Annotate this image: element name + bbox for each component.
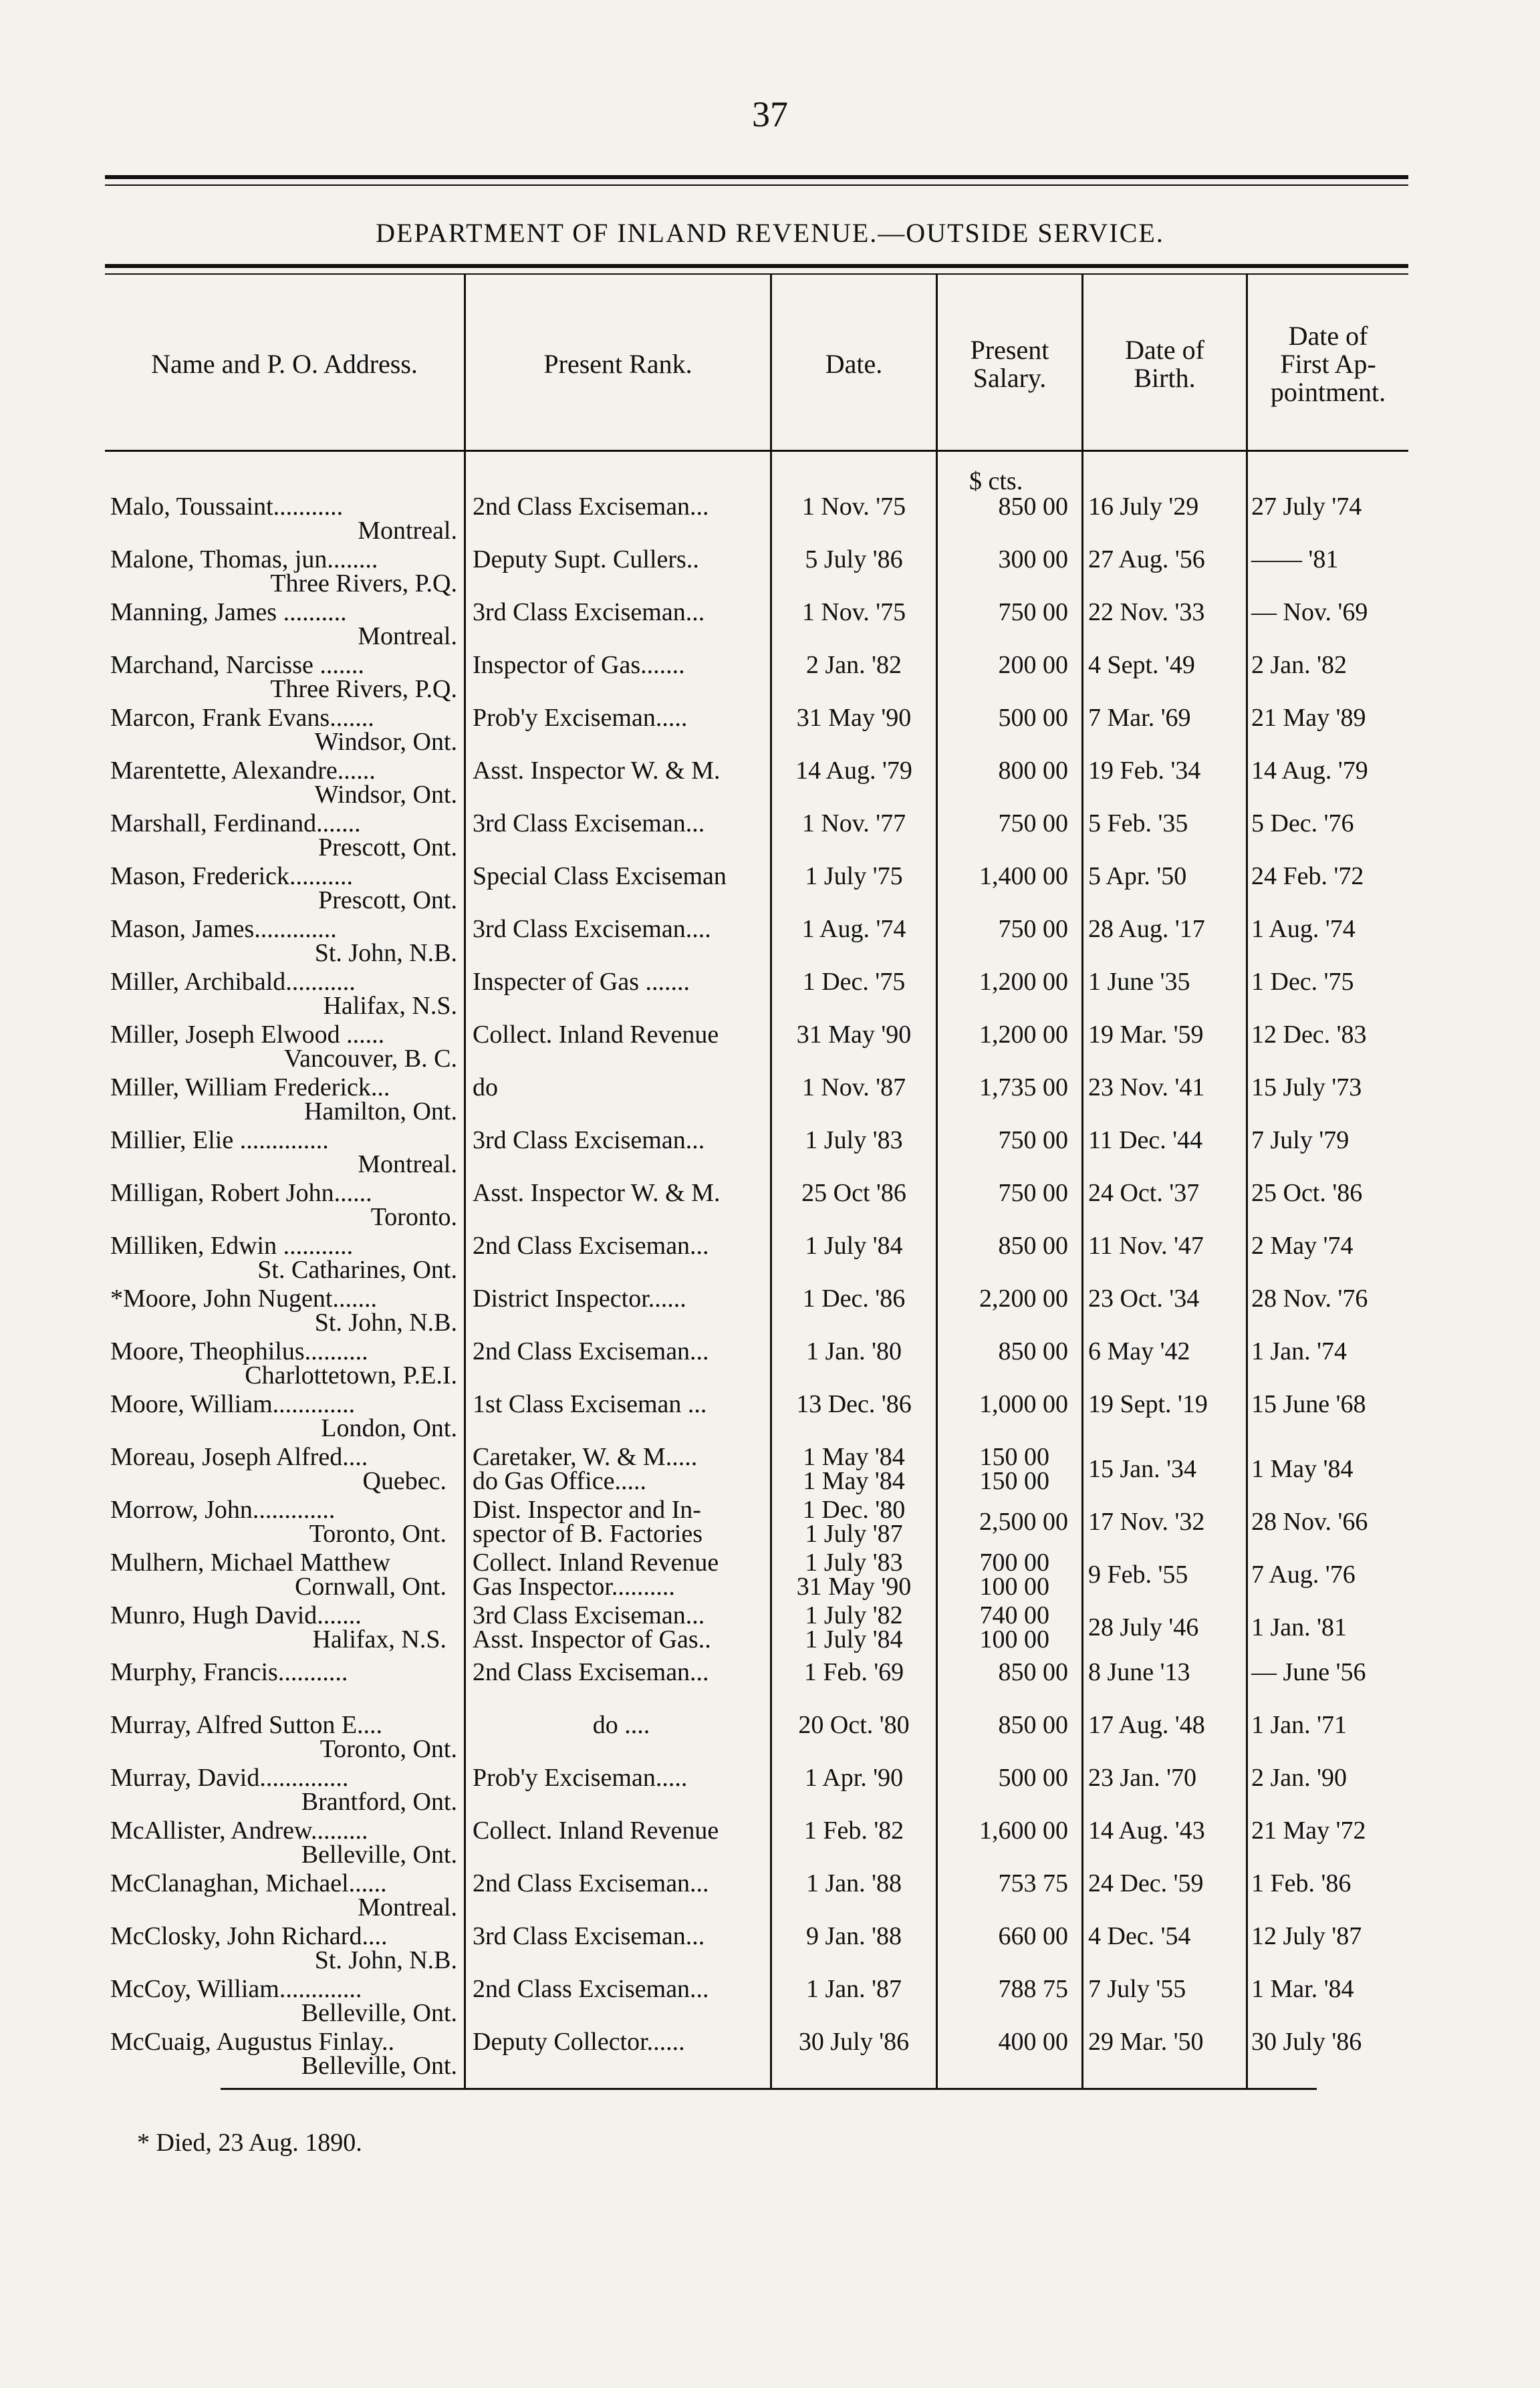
- entry-rank: Collect. Inland Revenue: [473, 1021, 719, 1049]
- entry-address: Belleville, Ont.: [301, 2052, 457, 2080]
- entry-name: Murphy, Francis...........: [110, 1658, 348, 1686]
- entry-rank: 2nd Class Exciseman...: [473, 1975, 709, 2003]
- header-salary: Present Salary.: [970, 335, 1049, 393]
- entry-birth-date: 23 Nov. '41: [1088, 1073, 1205, 1101]
- entry-name: Miller, William Frederick...: [110, 1073, 390, 1101]
- entry-rank: 2nd Class Exciseman...: [473, 1232, 709, 1260]
- entry-birth-date: 6 May '42: [1088, 1337, 1190, 1365]
- entry-first-appointment: — Nov. '69: [1251, 598, 1368, 626]
- entry-first-appointment: 14 Aug. '79: [1251, 757, 1368, 785]
- entry-date: 1 July '87: [805, 1520, 903, 1548]
- entry-date: 31 May '90: [796, 1573, 912, 1601]
- entry-name: Murray, Alfred Sutton E....: [110, 1711, 383, 1739]
- entry-rank: Asst. Inspector W. & M.: [473, 1179, 721, 1207]
- page-number: 37: [752, 94, 788, 134]
- entry-date: 20 Oct. '80: [798, 1711, 910, 1739]
- entry-name: Millier, Elie ..............: [110, 1126, 329, 1154]
- entry-name: McClosky, John Richard....: [110, 1922, 388, 1950]
- entry-first-appointment: 1 Jan. '81: [1251, 1613, 1348, 1641]
- entry-name: Marentette, Alexandre......: [110, 757, 376, 785]
- entry-salary: 2,500 00: [979, 1508, 1068, 1536]
- entry-salary: 150 00: [979, 1467, 1049, 1495]
- entry-address: Belleville, Ont.: [301, 1999, 457, 2027]
- header-first-appointment: Date of First Ap- pointment.: [1270, 321, 1386, 407]
- entry-salary: 850 00: [998, 1658, 1068, 1686]
- entry-name: Milliken, Edwin ...........: [110, 1232, 354, 1260]
- entry-first-appointment: 30 July '86: [1251, 2028, 1362, 2056]
- entry-address: Toronto, Ont.: [319, 1735, 457, 1763]
- entry-salary: 800 00: [998, 757, 1068, 785]
- entry-birth-date: 4 Sept. '49: [1088, 651, 1195, 679]
- entry-first-appointment: 7 July '79: [1251, 1126, 1350, 1154]
- entry-birth-date: 24 Oct. '37: [1088, 1179, 1200, 1207]
- entry-salary: 788 75: [998, 1975, 1068, 2003]
- entry-date: 1 May '84: [803, 1467, 905, 1495]
- entry-rank: 2nd Class Exciseman...: [473, 493, 709, 521]
- entry-salary: 1,600 00: [979, 1817, 1068, 1845]
- entry-first-appointment: 1 Feb. '86: [1251, 1869, 1352, 1897]
- entry-first-appointment: 24 Feb. '72: [1251, 862, 1364, 890]
- entry-name: Manning, James ..........: [110, 598, 347, 626]
- entry-date: 1 July '84: [805, 1625, 903, 1653]
- entry-address: Montreal.: [358, 622, 457, 650]
- entry-address: Vancouver, B. C.: [283, 1045, 457, 1073]
- entry-salary: 850 00: [998, 1337, 1068, 1365]
- entry-date: 1 July '84: [805, 1232, 903, 1260]
- entry-birth-date: 15 Jan. '34: [1088, 1455, 1197, 1483]
- entry-name: Miller, Archibald...........: [110, 968, 356, 996]
- entry-salary: 200 00: [998, 651, 1068, 679]
- entry-birth-date: 24 Dec. '59: [1088, 1869, 1204, 1897]
- entry-first-appointment: 1 Aug. '74: [1251, 915, 1356, 943]
- entry-rank: Deputy Supt. Cullers..: [473, 545, 699, 573]
- header-rank: Present Rank.: [543, 349, 692, 379]
- entry-salary: 1,735 00: [979, 1073, 1068, 1101]
- entry-first-appointment: 1 May '84: [1251, 1455, 1354, 1483]
- entry-address: Windsor, Ont.: [314, 781, 457, 809]
- entry-name: McAllister, Andrew.........: [110, 1817, 368, 1845]
- entry-address: Montreal.: [358, 1893, 457, 1921]
- entry-rank: Inspector of Gas.......: [473, 651, 685, 679]
- entry-first-appointment: 12 Dec. '83: [1251, 1021, 1367, 1049]
- entry-date: 5 July '86: [805, 545, 903, 573]
- entry-birth-date: 11 Nov. '47: [1088, 1232, 1204, 1260]
- entry-address: St. John, N.B.: [314, 1946, 457, 1974]
- entry-date: 1 Jan. '87: [805, 1975, 902, 2003]
- entry-salary: 850 00: [998, 493, 1068, 521]
- entry-birth-date: 1 June '35: [1088, 968, 1190, 996]
- entry-first-appointment: 28 Nov. '76: [1251, 1285, 1368, 1313]
- entry-salary: 100 00: [979, 1573, 1049, 1601]
- entry-birth-date: 27 Aug. '56: [1088, 545, 1205, 573]
- entry-rank: Asst. Inspector of Gas..: [473, 1625, 711, 1653]
- entry-date: 1 Dec. '80: [802, 1496, 906, 1524]
- entry-date: 25 Oct '86: [801, 1179, 906, 1207]
- entry-address: St. Catharines, Ont.: [257, 1256, 457, 1284]
- entry-salary: 2,200 00: [979, 1285, 1068, 1313]
- entry-date: 1 May '84: [803, 1443, 905, 1471]
- entry-salary: 1,200 00: [979, 1021, 1068, 1049]
- entry-address: Three Rivers, P.Q.: [270, 569, 457, 598]
- entry-rank: 3rd Class Exciseman....: [473, 915, 711, 943]
- entry-birth-date: 7 Mar. '69: [1088, 704, 1191, 732]
- entry-rank: Special Class Exciseman: [473, 862, 727, 890]
- entry-salary: 700 00: [979, 1549, 1049, 1577]
- page-title: DEPARTMENT OF INLAND REVENUE.—OUTSIDE SERVICE.: [376, 218, 1164, 248]
- entry-salary: 750 00: [998, 598, 1068, 626]
- entry-date: 9 Jan. '88: [805, 1922, 902, 1950]
- entry-birth-date: 19 Mar. '59: [1088, 1021, 1204, 1049]
- entry-first-appointment: 15 July '73: [1251, 1073, 1362, 1101]
- entry-birth-date: 28 July '46: [1088, 1613, 1199, 1641]
- entry-name: McClanaghan, Michael......: [110, 1869, 387, 1897]
- entry-birth-date: 16 July '29: [1088, 493, 1199, 521]
- entry-birth-date: 17 Nov. '32: [1088, 1508, 1205, 1536]
- entry-birth-date: 14 Aug. '43: [1088, 1817, 1205, 1845]
- entry-date: 1 Feb. '69: [803, 1658, 904, 1686]
- entry-name: Mason, Frederick..........: [110, 862, 354, 890]
- entry-address: Charlottetown, P.E.I.: [245, 1361, 457, 1389]
- entry-first-appointment: — June '56: [1251, 1658, 1366, 1686]
- entry-first-appointment: 2 Jan. '90: [1251, 1764, 1348, 1792]
- entry-name: Marshall, Ferdinand.......: [110, 809, 361, 837]
- entry-rank: do: [473, 1073, 498, 1101]
- entry-name: Moore, Theophilus..........: [110, 1337, 368, 1365]
- entry-rank: District Inspector......: [473, 1285, 686, 1313]
- entry-address: Montreal.: [358, 517, 457, 545]
- entry-name: *Moore, John Nugent.......: [110, 1285, 377, 1313]
- entry-rank: Deputy Collector......: [473, 2028, 685, 2056]
- entry-name: McCoy, William.............: [110, 1975, 362, 2003]
- entry-date: 1 Nov. '77: [801, 809, 906, 837]
- entry-address: Cornwall, Ont.: [295, 1573, 446, 1601]
- entry-birth-date: 4 Dec. '54: [1088, 1922, 1191, 1950]
- entry-date: 1 Dec. '75: [802, 968, 906, 996]
- entry-rank: do Gas Office.....: [473, 1467, 646, 1495]
- entry-rank: Dist. Inspector and In-: [473, 1496, 701, 1524]
- entry-first-appointment: 1 Jan. '74: [1251, 1337, 1348, 1365]
- entry-address: Belleville, Ont.: [301, 1841, 457, 1869]
- table-bottom-rule: [221, 2088, 1317, 2090]
- entry-date: 31 May '90: [796, 1021, 912, 1049]
- entry-address: St. John, N.B.: [314, 1309, 457, 1337]
- entry-address: London, Ont.: [321, 1414, 457, 1442]
- entry-salary: 850 00: [998, 1232, 1068, 1260]
- entry-name: Miller, Joseph Elwood ......: [110, 1021, 385, 1049]
- entry-salary: 850 00: [998, 1711, 1068, 1739]
- entry-salary: 1,000 00: [979, 1390, 1068, 1418]
- entry-rank: Collect. Inland Revenue: [473, 1817, 719, 1845]
- entry-salary: 100 00: [979, 1625, 1049, 1653]
- entry-rank: 3rd Class Exciseman...: [473, 1601, 705, 1629]
- entry-name: Mulhern, Michael Matthew: [110, 1549, 390, 1577]
- entry-name: Munro, Hugh David.......: [110, 1601, 362, 1629]
- entry-salary: 750 00: [998, 1179, 1068, 1207]
- entry-first-appointment: 25 Oct. '86: [1251, 1179, 1363, 1207]
- entry-birth-date: 22 Nov. '33: [1088, 598, 1205, 626]
- entry-date: 13 Dec. '86: [796, 1390, 912, 1418]
- entry-address: Quebec.: [362, 1467, 446, 1495]
- entry-first-appointment: 2 Jan. '82: [1251, 651, 1348, 679]
- entry-birth-date: 7 July '55: [1088, 1975, 1186, 2003]
- entry-rank: 2nd Class Exciseman...: [473, 1869, 709, 1897]
- entry-date: 1 Apr. '90: [804, 1764, 904, 1792]
- entry-name: Mason, James.............: [110, 915, 337, 943]
- entry-rank: spector of B. Factories: [473, 1520, 703, 1548]
- entry-name: McCuaig, Augustus Finlay..: [110, 2028, 395, 2056]
- entry-birth-date: 19 Sept. '19: [1088, 1390, 1208, 1418]
- entry-first-appointment: 1 Jan. '71: [1251, 1711, 1348, 1739]
- header-birth: Date of Birth.: [1125, 335, 1204, 393]
- entry-birth-date: 17 Aug. '48: [1088, 1711, 1205, 1739]
- entry-address: Prescott, Ont.: [318, 833, 457, 861]
- entry-birth-date: 8 June '13: [1088, 1658, 1190, 1686]
- entry-salary: 500 00: [998, 1764, 1068, 1792]
- entry-rank: Inspecter of Gas .......: [473, 968, 690, 996]
- entry-date: 1 July '83: [805, 1126, 903, 1154]
- entry-date: 1 Nov. '75: [801, 598, 906, 626]
- entry-birth-date: 11 Dec. '44: [1088, 1126, 1203, 1154]
- entry-rank: Asst. Inspector W. & M.: [473, 757, 721, 785]
- entry-rank: Collect. Inland Revenue: [473, 1549, 719, 1577]
- entry-name: Milligan, Robert John......: [110, 1179, 372, 1207]
- entry-name: Morrow, John.............: [110, 1496, 336, 1524]
- entry-rank: 3rd Class Exciseman...: [473, 1922, 705, 1950]
- entry-birth-date: 28 Aug. '17: [1088, 915, 1205, 943]
- entry-birth-date: 23 Oct. '34: [1088, 1285, 1200, 1313]
- entry-first-appointment: 5 Dec. '76: [1251, 809, 1354, 837]
- entry-first-appointment: 1 Dec. '75: [1251, 968, 1354, 996]
- entry-rank: 3rd Class Exciseman...: [473, 1126, 705, 1154]
- entry-rank: Caretaker, W. & M.....: [473, 1443, 698, 1471]
- entry-date: 1 July '83: [805, 1549, 903, 1577]
- entry-rank: 3rd Class Exciseman...: [473, 598, 705, 626]
- entry-first-appointment: 21 May '89: [1251, 704, 1366, 732]
- entry-date: 1 Nov. '75: [801, 493, 906, 521]
- entry-name: Malone, Thomas, jun........: [110, 545, 378, 573]
- entry-first-appointment: 2 May '74: [1251, 1232, 1354, 1260]
- entry-rank: Prob'y Exciseman.....: [473, 704, 688, 732]
- entry-address: Prescott, Ont.: [318, 886, 457, 914]
- entry-salary: 750 00: [998, 1126, 1068, 1154]
- entry-name: Murray, David..............: [110, 1764, 349, 1792]
- entry-salary: 750 00: [998, 915, 1068, 943]
- entry-first-appointment: 28 Nov. '66: [1251, 1508, 1368, 1536]
- entry-rank: do ....: [592, 1711, 650, 1739]
- entry-date: 1 Feb. '82: [803, 1817, 904, 1845]
- entry-address: Hamilton, Ont.: [303, 1097, 457, 1125]
- entry-name: Malo, Toussaint...........: [110, 493, 344, 521]
- entry-birth-date: 5 Feb. '35: [1088, 809, 1188, 837]
- entry-address: Brantford, Ont.: [301, 1788, 457, 1816]
- header-name: Name and P. O. Address.: [151, 349, 418, 379]
- entry-rank: 1st Class Exciseman ...: [473, 1390, 707, 1418]
- entry-birth-date: 29 Mar. '50: [1088, 2028, 1204, 2056]
- entry-salary: 500 00: [998, 704, 1068, 732]
- entry-first-appointment: 27 July '74: [1251, 493, 1362, 521]
- entry-name: Marcon, Frank Evans.......: [110, 704, 374, 732]
- entry-salary: 1,400 00: [979, 862, 1068, 890]
- entry-date: 1 July '75: [805, 862, 903, 890]
- entry-address: Montreal.: [358, 1150, 457, 1178]
- entry-birth-date: 9 Feb. '55: [1088, 1561, 1188, 1589]
- entry-date: 1 Jan. '80: [805, 1337, 902, 1365]
- entry-date: 14 Aug. '79: [795, 757, 912, 785]
- entry-date: 2 Jan. '82: [805, 651, 902, 679]
- entry-first-appointment: 12 July '87: [1251, 1922, 1362, 1950]
- entry-birth-date: 5 Apr. '50: [1088, 862, 1187, 890]
- entry-first-appointment: —— '81: [1251, 545, 1339, 573]
- entry-salary: 750 00: [998, 809, 1068, 837]
- entry-salary: 400 00: [998, 2028, 1068, 2056]
- entry-salary: 660 00: [998, 1922, 1068, 1950]
- entry-salary: 1,200 00: [979, 968, 1068, 996]
- footnote: * Died, 23 Aug. 1890.: [137, 2129, 362, 2157]
- entry-first-appointment: 21 May '72: [1251, 1817, 1366, 1845]
- entry-salary: 150 00: [979, 1443, 1049, 1471]
- entry-first-appointment: 1 Mar. '84: [1251, 1975, 1354, 2003]
- entry-first-appointment: 15 June '68: [1251, 1390, 1366, 1418]
- entry-name: Moore, William.............: [110, 1390, 356, 1418]
- entry-date: 1 Aug. '74: [801, 915, 906, 943]
- currency-header: $ cts.: [969, 467, 1023, 495]
- entry-rank: 3rd Class Exciseman...: [473, 809, 705, 837]
- entry-birth-date: 23 Jan. '70: [1088, 1764, 1197, 1792]
- entry-date: 1 Dec. '86: [802, 1285, 906, 1313]
- entry-date: 1 Nov. '87: [801, 1073, 906, 1101]
- entry-rank: Prob'y Exciseman.....: [473, 1764, 688, 1792]
- entry-name: Moreau, Joseph Alfred....: [110, 1443, 368, 1471]
- entry-salary: 740 00: [979, 1601, 1049, 1629]
- entry-rank: Gas Inspector..........: [473, 1573, 675, 1601]
- entry-address: Toronto, Ont.: [309, 1520, 446, 1548]
- entry-birth-date: 19 Feb. '34: [1088, 757, 1201, 785]
- header-date: Date.: [825, 349, 883, 379]
- entry-rank: 2nd Class Exciseman...: [473, 1658, 709, 1686]
- entry-rank: 2nd Class Exciseman...: [473, 1337, 709, 1365]
- entry-address: Halifax, N.S.: [312, 1625, 446, 1653]
- entry-date: 31 May '90: [796, 704, 912, 732]
- entry-salary: 300 00: [998, 545, 1068, 573]
- entry-first-appointment: 7 Aug. '76: [1251, 1561, 1356, 1589]
- entry-address: Three Rivers, P.Q.: [270, 675, 457, 703]
- entry-date: 1 Jan. '88: [805, 1869, 902, 1897]
- entry-address: Toronto.: [370, 1203, 457, 1231]
- entry-address: St. John, N.B.: [314, 939, 457, 967]
- entry-salary: 753 75: [998, 1869, 1068, 1897]
- entry-name: Marchand, Narcisse .......: [110, 651, 364, 679]
- entry-address: Windsor, Ont.: [314, 728, 457, 756]
- entry-date: 1 July '82: [805, 1601, 903, 1629]
- entry-address: Halifax, N.S.: [323, 992, 457, 1020]
- entry-date: 30 July '86: [798, 2028, 910, 2056]
